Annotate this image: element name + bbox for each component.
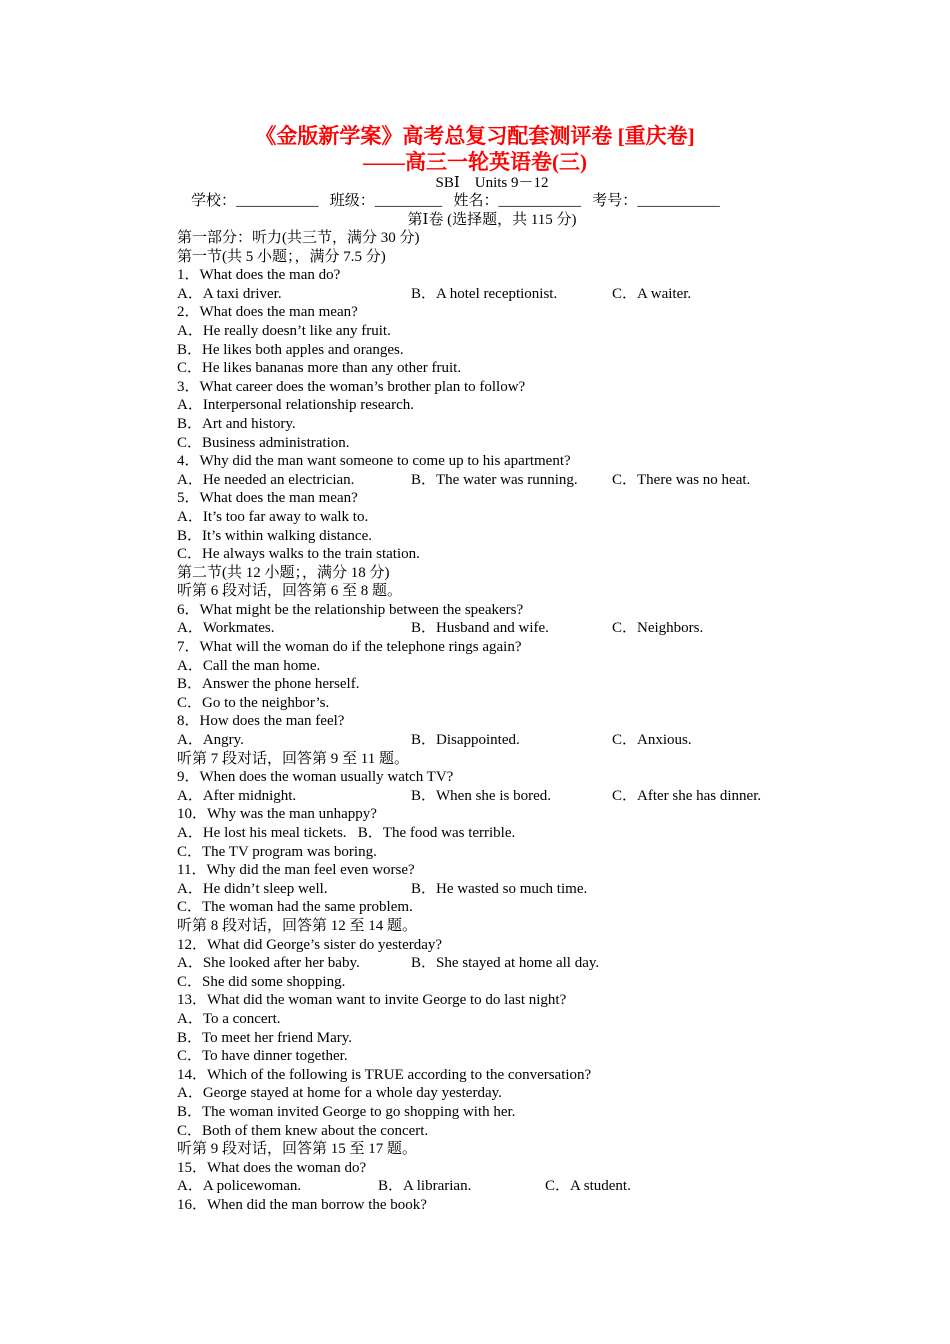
answer-option: C．A waiter. xyxy=(612,285,692,302)
text-line xyxy=(177,954,817,973)
text-line: C．To have dinner together. xyxy=(177,1048,348,1065)
class-field: 班级：_________ xyxy=(329,193,443,209)
text-line: A．Interpersonal relationship research. xyxy=(177,397,414,414)
text-line: 第二节(共 12 小题；，满分 18 分) xyxy=(177,564,390,581)
text-line: 5．What does the man mean? xyxy=(177,490,358,507)
text-line: C．Business administration. xyxy=(177,434,350,451)
answer-option: A．She looked after her baby. xyxy=(177,955,360,972)
text-line: B．It’s within walking distance. xyxy=(177,527,372,544)
answer-option: C．After she has dinner. xyxy=(612,787,762,804)
text-line xyxy=(177,787,817,806)
text-line: 12．What did George’s sister do yesterday? xyxy=(177,936,443,953)
answer-option: B．A hotel receptionist. xyxy=(411,285,558,302)
text-line: 6．What might be the relationship between the speakers? xyxy=(177,601,524,618)
text-line: 15．What does the woman do? xyxy=(177,1159,367,1176)
text-line: B．Art and history. xyxy=(177,415,296,432)
school-field: 学校：___________ xyxy=(191,193,319,209)
answer-option: A．A taxi driver. xyxy=(177,285,282,302)
answer-option: A．He didn’t sleep well. xyxy=(177,880,328,897)
text-line: C．Go to the neighbor’s. xyxy=(177,694,330,711)
text-line: 7．What will the woman do if the telephone rings again? xyxy=(177,639,522,656)
text-line xyxy=(177,619,817,638)
answer-option: B．She stayed at home all day. xyxy=(411,955,600,972)
text-line: C．Both of them knew about the concert. xyxy=(177,1122,429,1139)
answer-option: C．A student. xyxy=(545,1178,631,1195)
text-line xyxy=(177,1177,817,1196)
answer-option: A．A policewoman. xyxy=(177,1178,302,1195)
text-line: C．The TV program was boring. xyxy=(177,843,377,860)
answer-option: C．There was no heat. xyxy=(612,471,751,488)
text-line: 1．What does the man do? xyxy=(177,267,341,284)
text-line xyxy=(177,731,817,750)
text-line: C．She did some shopping. xyxy=(177,973,346,990)
text-line xyxy=(177,471,817,490)
document-subtitle: SBⅠ Units 9－12 xyxy=(435,175,549,191)
text-line: 2．What does the man mean? xyxy=(177,304,358,321)
text-line: C．He likes bananas more than any other fruit. xyxy=(177,360,462,377)
answer-option: B．A librarian. xyxy=(378,1178,472,1195)
text-line: A．To a concert. xyxy=(177,1010,281,1027)
text-line xyxy=(177,880,817,899)
name-field: 姓名：___________ xyxy=(453,193,582,209)
answer-option: C．Neighbors. xyxy=(612,620,704,637)
text-line: 4．Why did the man want someone to come up to his apartment? xyxy=(177,453,571,470)
document-title: 《金版新学案》高考总复习配套测评卷 [重庆卷] xyxy=(255,124,695,148)
exam-number-field: 考号：___________ xyxy=(592,193,720,209)
text-line: 14．Which of the following is TRUE according to the conversation? xyxy=(177,1066,592,1083)
answer-option: B．He wasted so much time. xyxy=(411,880,588,897)
text-line: 9．When does the woman usually watch TV? xyxy=(177,769,454,786)
text-line: 8．How does the man feel? xyxy=(177,713,345,730)
text-line xyxy=(177,285,817,304)
text-line: B．To meet her friend Mary. xyxy=(177,1029,353,1046)
text-line: B．The woman invited George to go shopping with her. xyxy=(177,1103,516,1120)
text-line: A．Call the man home. xyxy=(177,657,321,674)
text-line: 10．Why was the man unhappy? xyxy=(177,806,377,823)
text-line: A．He really doesn’t like any fruit. xyxy=(177,322,391,339)
answer-option: C．Anxious. xyxy=(612,732,692,749)
text-line: 11．Why did the man feel even worse? xyxy=(177,862,415,879)
text-line: C．The woman had the same problem. xyxy=(177,899,413,916)
text-line: A．It’s too far away to walk to. xyxy=(177,508,369,525)
text-line: B．He likes both apples and oranges. xyxy=(177,341,404,358)
student-info-row xyxy=(191,192,720,210)
answer-option: B．When she is bored. xyxy=(411,787,551,804)
document-title-line2: ——高三一轮英语卷(三) xyxy=(363,150,587,174)
text-line: A．He lost his meal tickets. B．The food was terrible. xyxy=(177,825,516,841)
volume-heading: 第Ⅰ卷 (选择题，共 115 分) xyxy=(407,212,577,228)
text-line: 听第 7 段对话，回答第 9 至 11 题。 xyxy=(177,750,409,767)
text-line: 13．What did the woman want to invite George to do last night? xyxy=(177,992,567,1009)
answer-option: A．Workmates. xyxy=(177,620,275,637)
text-line: 听第 8 段对话，回答第 12 至 14 题。 xyxy=(177,917,418,934)
text-line: 第一部分：听力(共三节，满分 30 分) xyxy=(177,230,420,246)
answer-option: A．He needed an electrician. xyxy=(177,471,355,488)
text-line: 16．When did the man borrow the book? xyxy=(177,1196,427,1213)
answer-option: B．Husband and wife. xyxy=(411,620,549,637)
answer-option: A．Angry. xyxy=(177,732,244,749)
text-line: 第一节(共 5 小题；，满分 7.5 分) xyxy=(177,248,386,265)
answer-option: A．After midnight. xyxy=(177,787,297,804)
text-line: 听第 9 段对话，回答第 15 至 17 题。 xyxy=(177,1141,418,1158)
text-line: A．George stayed at home for a whole day yesterday. xyxy=(177,1085,502,1102)
text-line: C．He always walks to the train station. xyxy=(177,546,420,563)
text-line: 听第 6 段对话，回答第 6 至 8 题。 xyxy=(177,583,403,600)
answer-option: B．The water was running. xyxy=(411,471,578,488)
answer-option: B．Disappointed. xyxy=(411,732,520,749)
text-line: B．Answer the phone herself. xyxy=(177,676,360,693)
text-line: 3．What career does the woman’s brother plan to follow? xyxy=(177,378,526,395)
question-body xyxy=(177,229,817,1214)
